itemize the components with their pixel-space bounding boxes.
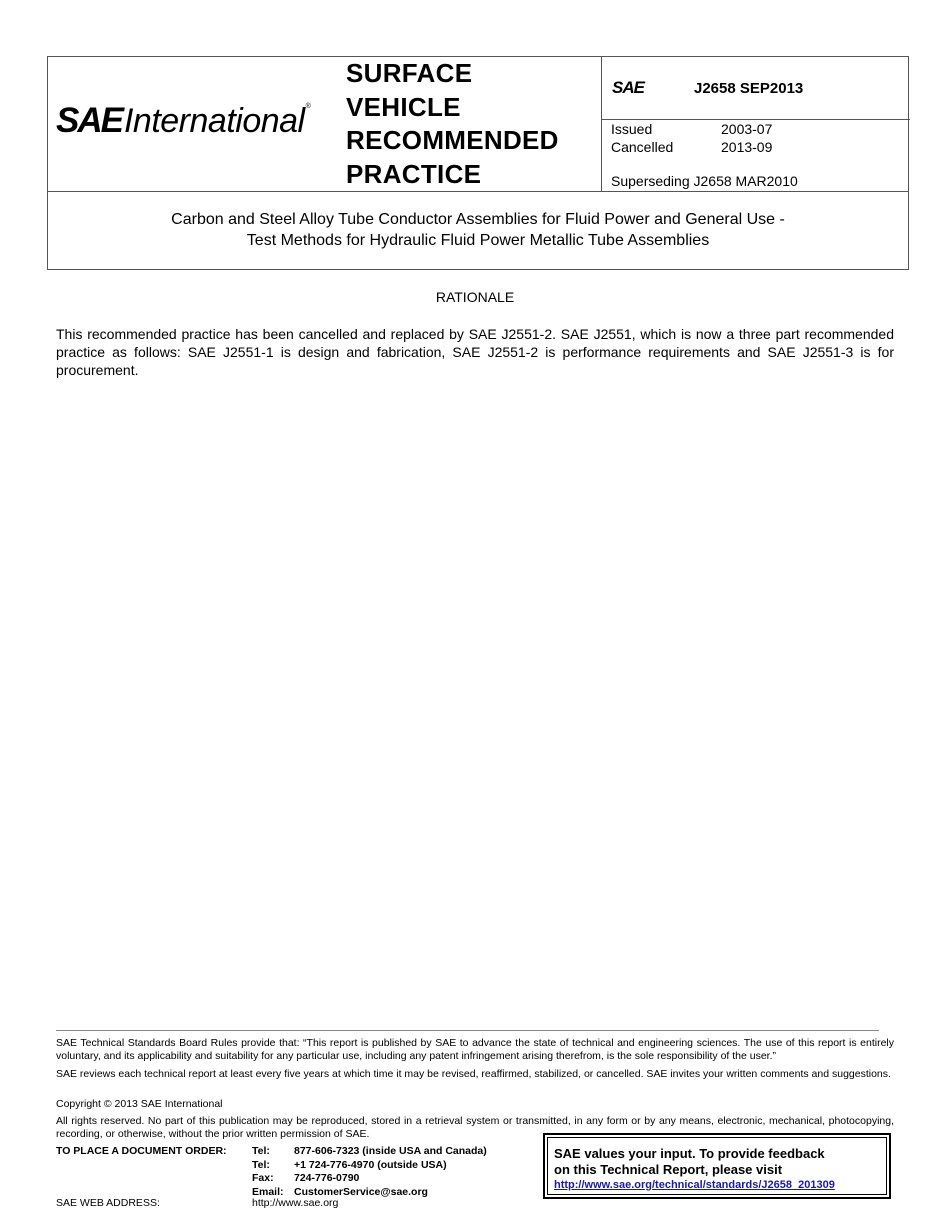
document-header bbox=[47, 56, 909, 270]
contact-value: +1 724-776-4970 (outside USA) bbox=[294, 1158, 447, 1171]
doc-type-line: RECOMMENDED bbox=[346, 125, 559, 155]
feedback-box bbox=[543, 1133, 891, 1199]
feedback-line-1: SAE values your input. To provide feedback bbox=[554, 1146, 825, 1161]
rules-notice: SAE Technical Standards Board Rules provide that: “This report is published by SAE to advance the state of technical and engineering sciences. The use of this report is entirely voluntary, and its applicability and suitability for any particular use, including any patent infringement arising therefrom, is the sole responsibility of the user.” bbox=[56, 1037, 894, 1062]
rationale-heading: RATIONALE bbox=[435, 289, 515, 305]
doc-dates bbox=[611, 120, 772, 156]
contact-key: Fax: bbox=[252, 1172, 274, 1184]
issued-row bbox=[611, 120, 772, 138]
contact-value: 877-606-7323 (inside USA and Canada) bbox=[294, 1145, 487, 1157]
issued-label: Issued bbox=[611, 121, 653, 137]
sae-international-logo bbox=[56, 103, 311, 138]
footer-divider bbox=[56, 1030, 879, 1031]
title-line-1: Carbon and Steel Alloy Tube Conductor Assemblies for Fluid Power and General Use - bbox=[171, 211, 785, 228]
feedback-link[interactable]: http://www.sae.org/technical/standards/J2658_201309 bbox=[554, 1179, 835, 1191]
logo-international-text: International bbox=[123, 102, 305, 140]
doc-type-line: PRACTICE bbox=[346, 158, 482, 189]
document-type bbox=[346, 57, 601, 191]
web-address-value: http://www.sae.org bbox=[252, 1197, 339, 1209]
feedback-line-2: on this Technical Report, please visit bbox=[554, 1162, 783, 1177]
web-address-label: SAE WEB ADDRESS: bbox=[56, 1197, 160, 1209]
superseding-text: Superseding J2658 MAR2010 bbox=[611, 173, 798, 189]
order-label: TO PLACE A DOCUMENT ORDER: bbox=[56, 1145, 227, 1157]
doc-number-box bbox=[602, 57, 910, 120]
cancelled-value: 2013-09 bbox=[721, 139, 773, 155]
logo-cell bbox=[48, 57, 340, 191]
title-line-2: Test Methods for Hydraulic Fluid Power Metallic Tube Assemblies bbox=[246, 232, 710, 249]
doc-type-line: VEHICLE bbox=[346, 91, 461, 122]
document-meta bbox=[601, 57, 910, 191]
cancelled-row bbox=[611, 138, 772, 156]
rights-notice: All rights reserved. No part of this publication may be reproduced, stored in a retrieval system or transmitted, in any form or by any means, electronic, mechanical, photocopying, recording, or otherwise, without the prior written permission of SAE. bbox=[56, 1115, 894, 1140]
logo-trademark: ® bbox=[305, 103, 311, 110]
copyright-notice: Copyright © 2013 SAE International bbox=[56, 1098, 223, 1110]
document-title bbox=[48, 209, 908, 251]
header-top-row bbox=[48, 57, 908, 192]
contact-value: 724-776-0790 bbox=[294, 1172, 360, 1184]
issued-value: 2003-07 bbox=[721, 121, 773, 137]
contact-value: CustomerService@sae.org bbox=[294, 1185, 428, 1198]
sae-mini-logo: SAE bbox=[612, 78, 644, 97]
contact-key: Tel: bbox=[252, 1145, 270, 1157]
review-notice: SAE reviews each technical report at least every five years at which time it may be revised, reaffirmed, stabilized, or cancelled. SAE invites your written comments and suggestions. bbox=[56, 1068, 891, 1080]
logo-sae-text: SAE bbox=[56, 101, 122, 140]
feedback-inner bbox=[547, 1137, 887, 1195]
contact-key: Tel: bbox=[252, 1158, 270, 1171]
rationale-body: This recommended practice has been cancelled and replaced by SAE J2551-2. SAE J2551, which is now a three part recommended practice as follows: SAE J2551-1 is design and fabrication, SAE J2551-2 is performance requirements and SAE J2551-3 is for procurement. bbox=[56, 326, 894, 378]
doc-number: J2658 SEP2013 bbox=[694, 80, 804, 97]
cancelled-label: Cancelled bbox=[611, 139, 674, 155]
contact-key: Email: bbox=[252, 1185, 284, 1198]
doc-type-line: SURFACE bbox=[346, 58, 473, 88]
